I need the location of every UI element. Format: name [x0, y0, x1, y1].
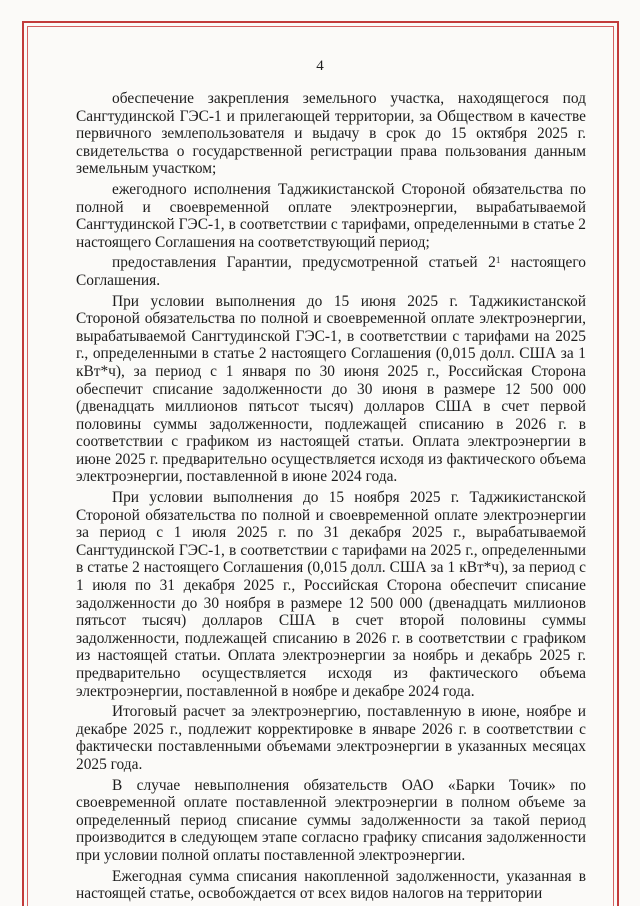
paragraph-november-condition: При условии выполнения до 15 ноября 2025 г. Таджикистанской Стороной обязательства по полной и своевременной оплате электроэнергии за период с 1 июля 2025 г. по 31 декабря 2025 г., вырабатываемой Сангтудинской ГЭС-1, в соответствии с тарифами на 2025 г., определенными в статье 2 настоящего Соглашения (0,015 долл. США за 1 кВт*ч), за период с 1 июля по 31 декабря 2025 г., Российская Сторона обеспечит списание задолженности до 30 ноября в размере 12 500 000 (двенадцать миллионов пятьсот тысяч) долларов США в счет второй половины суммы задолженности, подлежащей списанию в 2026 г. в соответствии с графиком из настоящей статьи. Оплата электроэнергии за ноябрь и декабрь 2025 г. предварительно осуществляется исходя из фактического объема электроэнергии, поставленной в ноябре и декабре 2024 года. [76, 489, 586, 700]
page-number: 4 [316, 58, 324, 74]
paragraph-tax-exemption: Ежегодная сумма списания накопленной задолженности, указанная в настоящей статье, освобождается от всех видов налогов на территории [76, 867, 586, 903]
guarantee-text: предоставления Гарантии, предусмотренной статьей 2 [112, 254, 496, 272]
paragraph-land-plot: обеспечение закрепления земельного участка, находящегося под Сангтудинской ГЭС-1 и прилегающей территории, за Обществом в качестве первичного землепользователя и выдачу в срок до 15 октября 2025 г. свидетельства о государственной регистрации права пользования данным земельным участком; [76, 90, 586, 178]
guarantee-text-end: настоящего Соглашения. [76, 254, 586, 289]
body-text [76, 90, 586, 903]
paragraph-final-settlement: Итоговый расчет за электроэнергию, поставленную в июне, ноябре и декабре 2025 г., подлежит корректировке в январе 2026 г. в соответствии с фактически поставленными объемами электроэнергии в указанных месяцах 2025 года. [76, 703, 586, 773]
paragraph-june-condition: При условии выполнения до 15 июня 2025 г. Таджикистанской Стороной обязательства по полной и своевременной оплате электроэнергии, вырабатываемой Сангтудинской ГЭС-1, в соответствии с тарифами на 2025 г., определенными в статье 2 настоящего Соглашения (0,015 долл. США за 1 кВт*ч), за период с 1 января по 30 июня 2025 г., Российская Сторона обеспечит списание задолженности до 30 июня в размере 12 500 000 (двенадцать миллионов пятьсот тысяч) долларов США в счет первой половины суммы задолженности, подлежащей списанию в 2026 г. в соответствии с графиком из настоящей статьи. Оплата электроэнергии в июне 2025 г. предварительно осуществляется исходя из фактического объема электроэнергии, поставленной в июне 2024 года. [76, 292, 586, 486]
paragraph-guarantee [76, 254, 586, 289]
paragraph-annual-payment: ежегодного исполнения Таджикистанской Стороной обязательства по полной и своевременной оплате электроэнергии, вырабатываемой Сангтудинской ГЭС-1, в соответствии с тарифами, определенными в статье 2 настоящего Соглашения на соответствующий период; [76, 180, 586, 251]
paragraph-non-fulfillment: В случае невыполнения обязательств ОАО «Барки Точик» по своевременной оплате поставленной электроэнергии в полном объеме за определенный период списание суммы задолженности за такой период производится в следующем этапе согласно графику списания задолженности при условии полной оплаты поставленной электроэнергии. [76, 776, 586, 864]
footnote-marker: 1 [495, 255, 501, 266]
